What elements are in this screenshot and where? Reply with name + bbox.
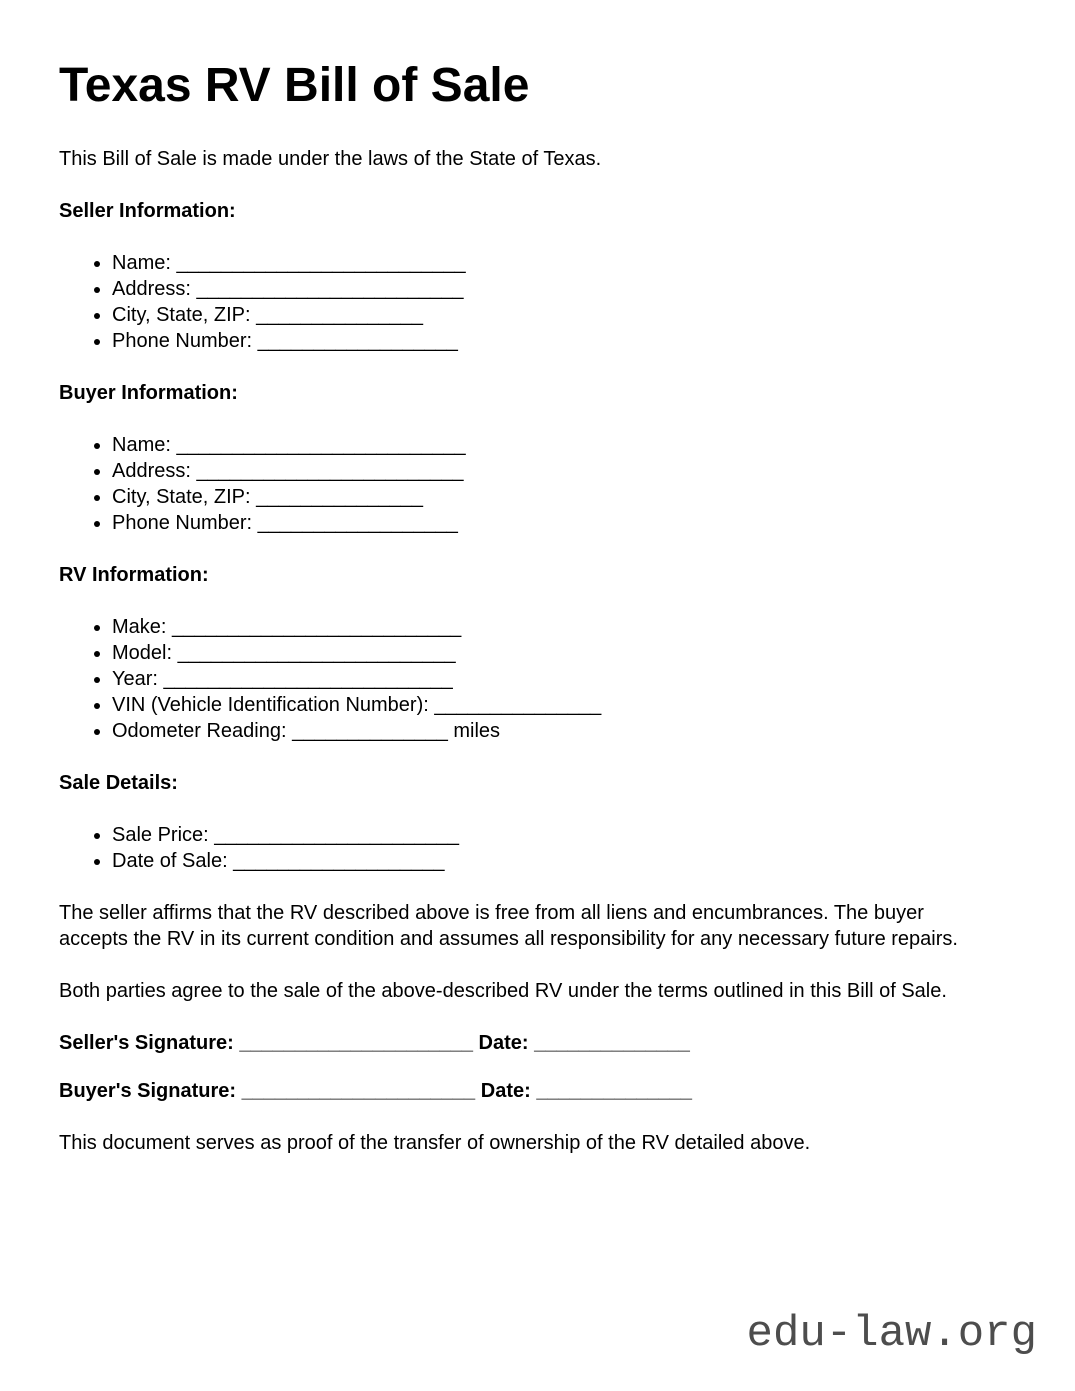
seller-signature-label: Seller's Signature:	[59, 1032, 234, 1054]
section-heading-sale-details: Sale Details:	[59, 772, 178, 794]
seller-signature-line: _____________________	[239, 1032, 473, 1054]
intro-paragraph: This Bill of Sale is made under the laws of the State of Texas.	[59, 148, 602, 170]
buyer-signature-label: Buyer's Signature:	[59, 1080, 237, 1102]
rv-vin-field: • VIN (Vehicle Identification Number): _______________	[112, 692, 987, 718]
section-heading-seller: Seller Information:	[59, 200, 236, 222]
seller-phone-field: • Phone Number: __________________	[112, 328, 987, 354]
seller-name-field: • Name: __________________________	[112, 250, 987, 276]
rv-fields-list	[59, 614, 987, 744]
buyer-phone-field: • Phone Number: __________________	[112, 510, 987, 536]
rv-odometer-field: • Odometer Reading: ______________ miles	[112, 718, 987, 744]
buyer-signature-date-line: ______________	[536, 1080, 693, 1102]
seller-fields-list	[59, 250, 987, 354]
buyer-fields-list	[59, 432, 987, 536]
sale-date-field: • Date of Sale: ___________________	[112, 848, 987, 874]
seller-signature-row	[59, 1030, 987, 1056]
section-heading-buyer: Buyer Information:	[59, 382, 238, 404]
buyer-signature-date-label: Date:	[480, 1080, 531, 1102]
agreement-paragraph: Both parties agree to the sale of the above-described RV under the terms outlined in this Bill of Sale.	[59, 980, 947, 1002]
buyer-signature-line: _____________________	[241, 1080, 476, 1102]
watermark-logo: edu-law.org	[746, 1309, 1037, 1359]
seller-signature-date-line: ______________	[534, 1032, 690, 1054]
rv-make-field: • Make: __________________________	[112, 614, 987, 640]
sale-details-fields-list	[59, 822, 987, 874]
buyer-city-state-zip-field: • City, State, ZIP: _______________	[112, 484, 987, 510]
seller-address-field: • Address: ________________________	[112, 276, 987, 302]
affirmation-paragraph: The seller affirms that the RV described above is free from all liens and encumbrances. The buyer accepts the RV in its current condition and assumes all responsibility for any necessary future repairs.	[59, 902, 958, 950]
buyer-name-field: • Name: __________________________	[112, 432, 987, 458]
buyer-signature-row	[59, 1078, 987, 1104]
sale-price-field: • Sale Price: ______________________	[112, 822, 987, 848]
rv-year-field: • Year: __________________________	[112, 666, 987, 692]
closing-paragraph: This document serves as proof of the transfer of ownership of the RV detailed above.	[59, 1132, 811, 1154]
rv-model-field: • Model: _________________________	[112, 640, 987, 666]
buyer-address-field: • Address: ________________________	[112, 458, 987, 484]
section-heading-rv: RV Information:	[59, 564, 209, 586]
seller-signature-date-label: Date:	[478, 1032, 529, 1054]
page-title: Texas RV Bill of Sale	[59, 59, 530, 112]
seller-city-state-zip-field: • City, State, ZIP: _______________	[112, 302, 987, 328]
